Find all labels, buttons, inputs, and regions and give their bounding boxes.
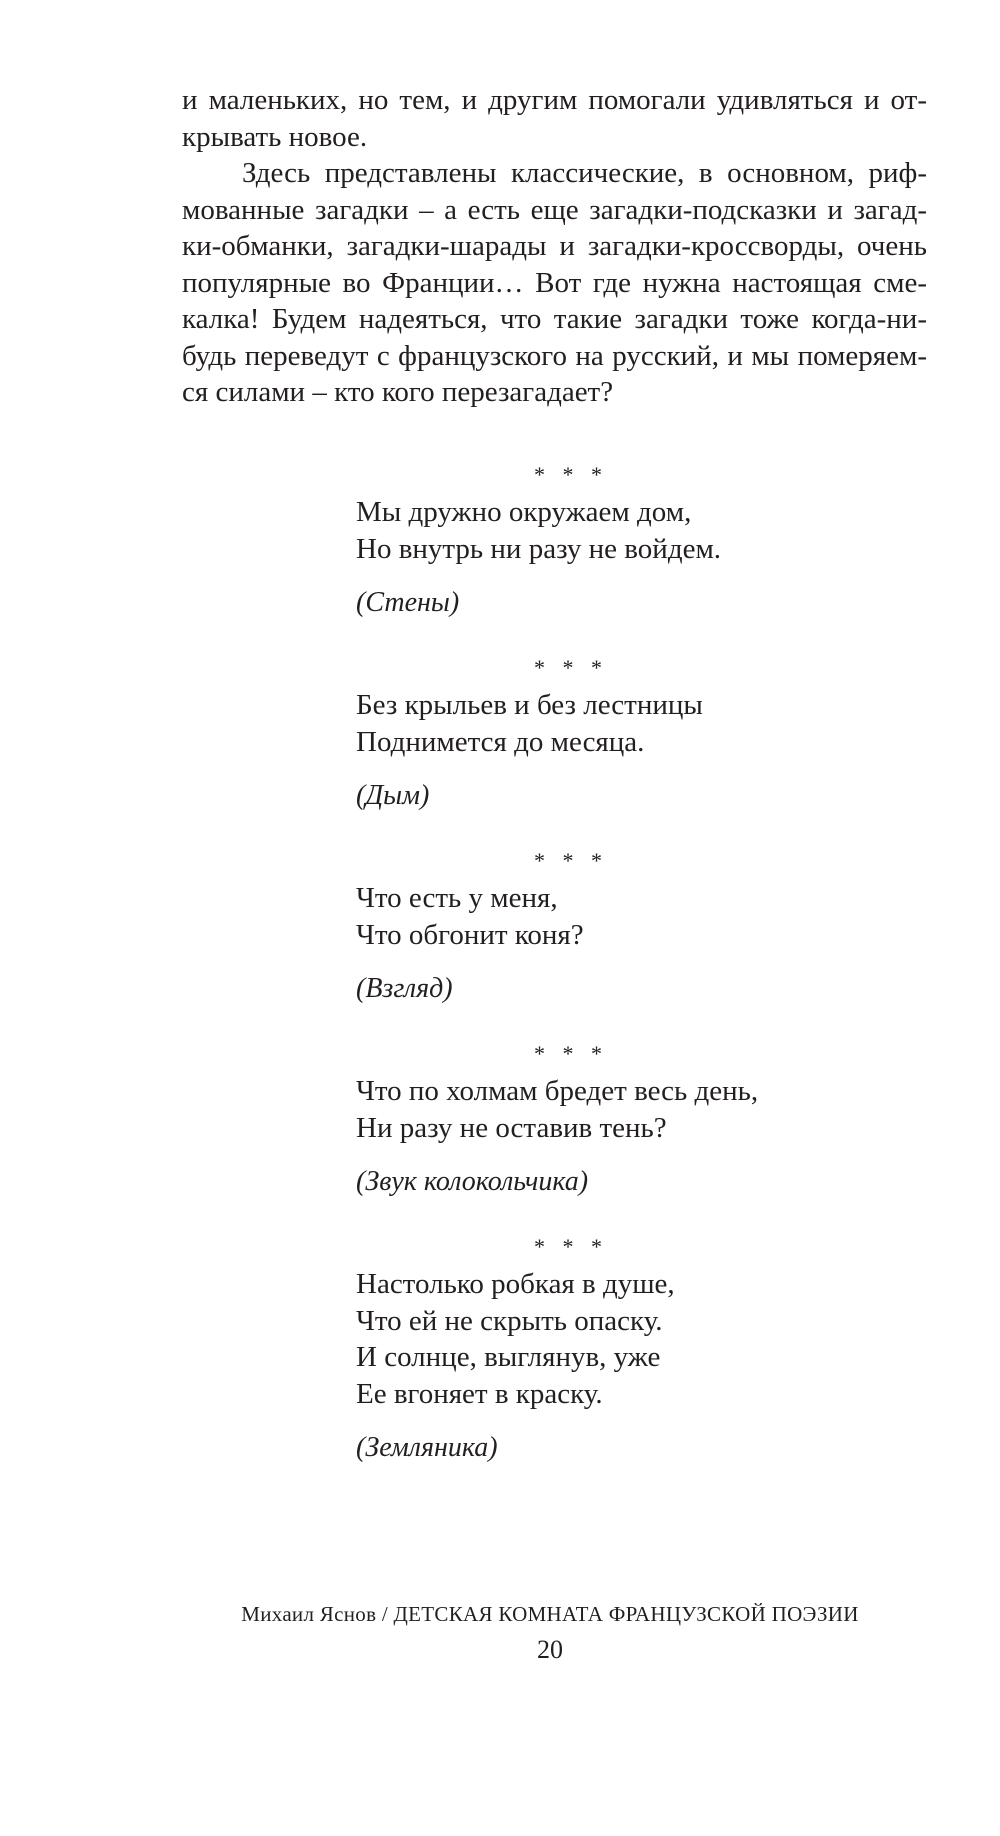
verse-line: Поднимется до месяца. <box>356 725 645 758</box>
verse-line: Что есть у меня, <box>356 882 558 914</box>
verse-line: Но внутрь ни разу не войдем. <box>356 532 722 565</box>
asterism-separator: * * * <box>534 655 608 680</box>
verse-line: Ее вгоняет в краску. <box>356 1377 603 1410</box>
riddle <box>356 460 916 621</box>
riddle-answer: (Звук колокольчика) <box>356 1166 589 1197</box>
riddle-verse <box>356 1266 916 1412</box>
verse-line: Что по холмам бредет весь день, <box>356 1075 759 1107</box>
riddle-answer: (Взгляд) <box>356 973 453 1004</box>
asterism-separator: * * * <box>534 1234 608 1259</box>
page-number: 20 <box>537 1635 563 1664</box>
verse-line: Ни разу не оставив тень? <box>356 1111 667 1144</box>
riddle <box>356 1039 916 1200</box>
riddle-list <box>356 460 916 1498</box>
riddle-verse <box>356 687 916 760</box>
verse-line: Мы дружно окружаем дом, <box>356 496 692 528</box>
verse-line: И солнце, выглянув, уже <box>356 1341 661 1373</box>
riddle-answer: (Земляника) <box>356 1432 498 1463</box>
riddle-verse <box>356 1073 916 1146</box>
intro-text <box>182 82 927 411</box>
verse-line: Настолько робкая в душе, <box>356 1268 675 1300</box>
riddle <box>356 846 916 1007</box>
intro-paragraph: и маленьких, но тем, и другим помогали удивляться и открывать новое. <box>182 84 927 153</box>
verse-line: Без крыльев и без лестницы <box>356 689 703 721</box>
asterism-separator: * * * <box>534 462 608 487</box>
intro-paragraph: Здесь представлены классические, в основном, рифмованные загадки – а есть еще загадки-подсказки и загадки-обманки, загадки-шарады и загадки-кроссворды, очень популярные во Франции… Вот где нужна настоящая смекалка! Будем надеяться, что такие загадки тоже когда-нибудь переведут с французского на русский, и мы померяемся силами – кто кого перезагадает? <box>182 157 927 408</box>
verse-line: Что ей не скрыть опаску. <box>356 1304 663 1337</box>
riddle-verse <box>356 494 916 567</box>
verse-line: Что обгонит коня? <box>356 918 584 951</box>
riddle-answer: (Дым) <box>356 780 430 811</box>
running-footer: Михаил Яснов / ДЕТСКАЯ КОМНАТА ФРАНЦУЗСКОЙ ПОЭЗИИ <box>241 1602 859 1626</box>
riddle <box>356 1232 916 1466</box>
riddle-verse <box>356 880 916 953</box>
asterism-separator: * * * <box>534 1041 608 1066</box>
riddle-answer: (Стены) <box>356 587 460 618</box>
asterism-separator: * * * <box>534 848 608 873</box>
riddle <box>356 653 916 814</box>
